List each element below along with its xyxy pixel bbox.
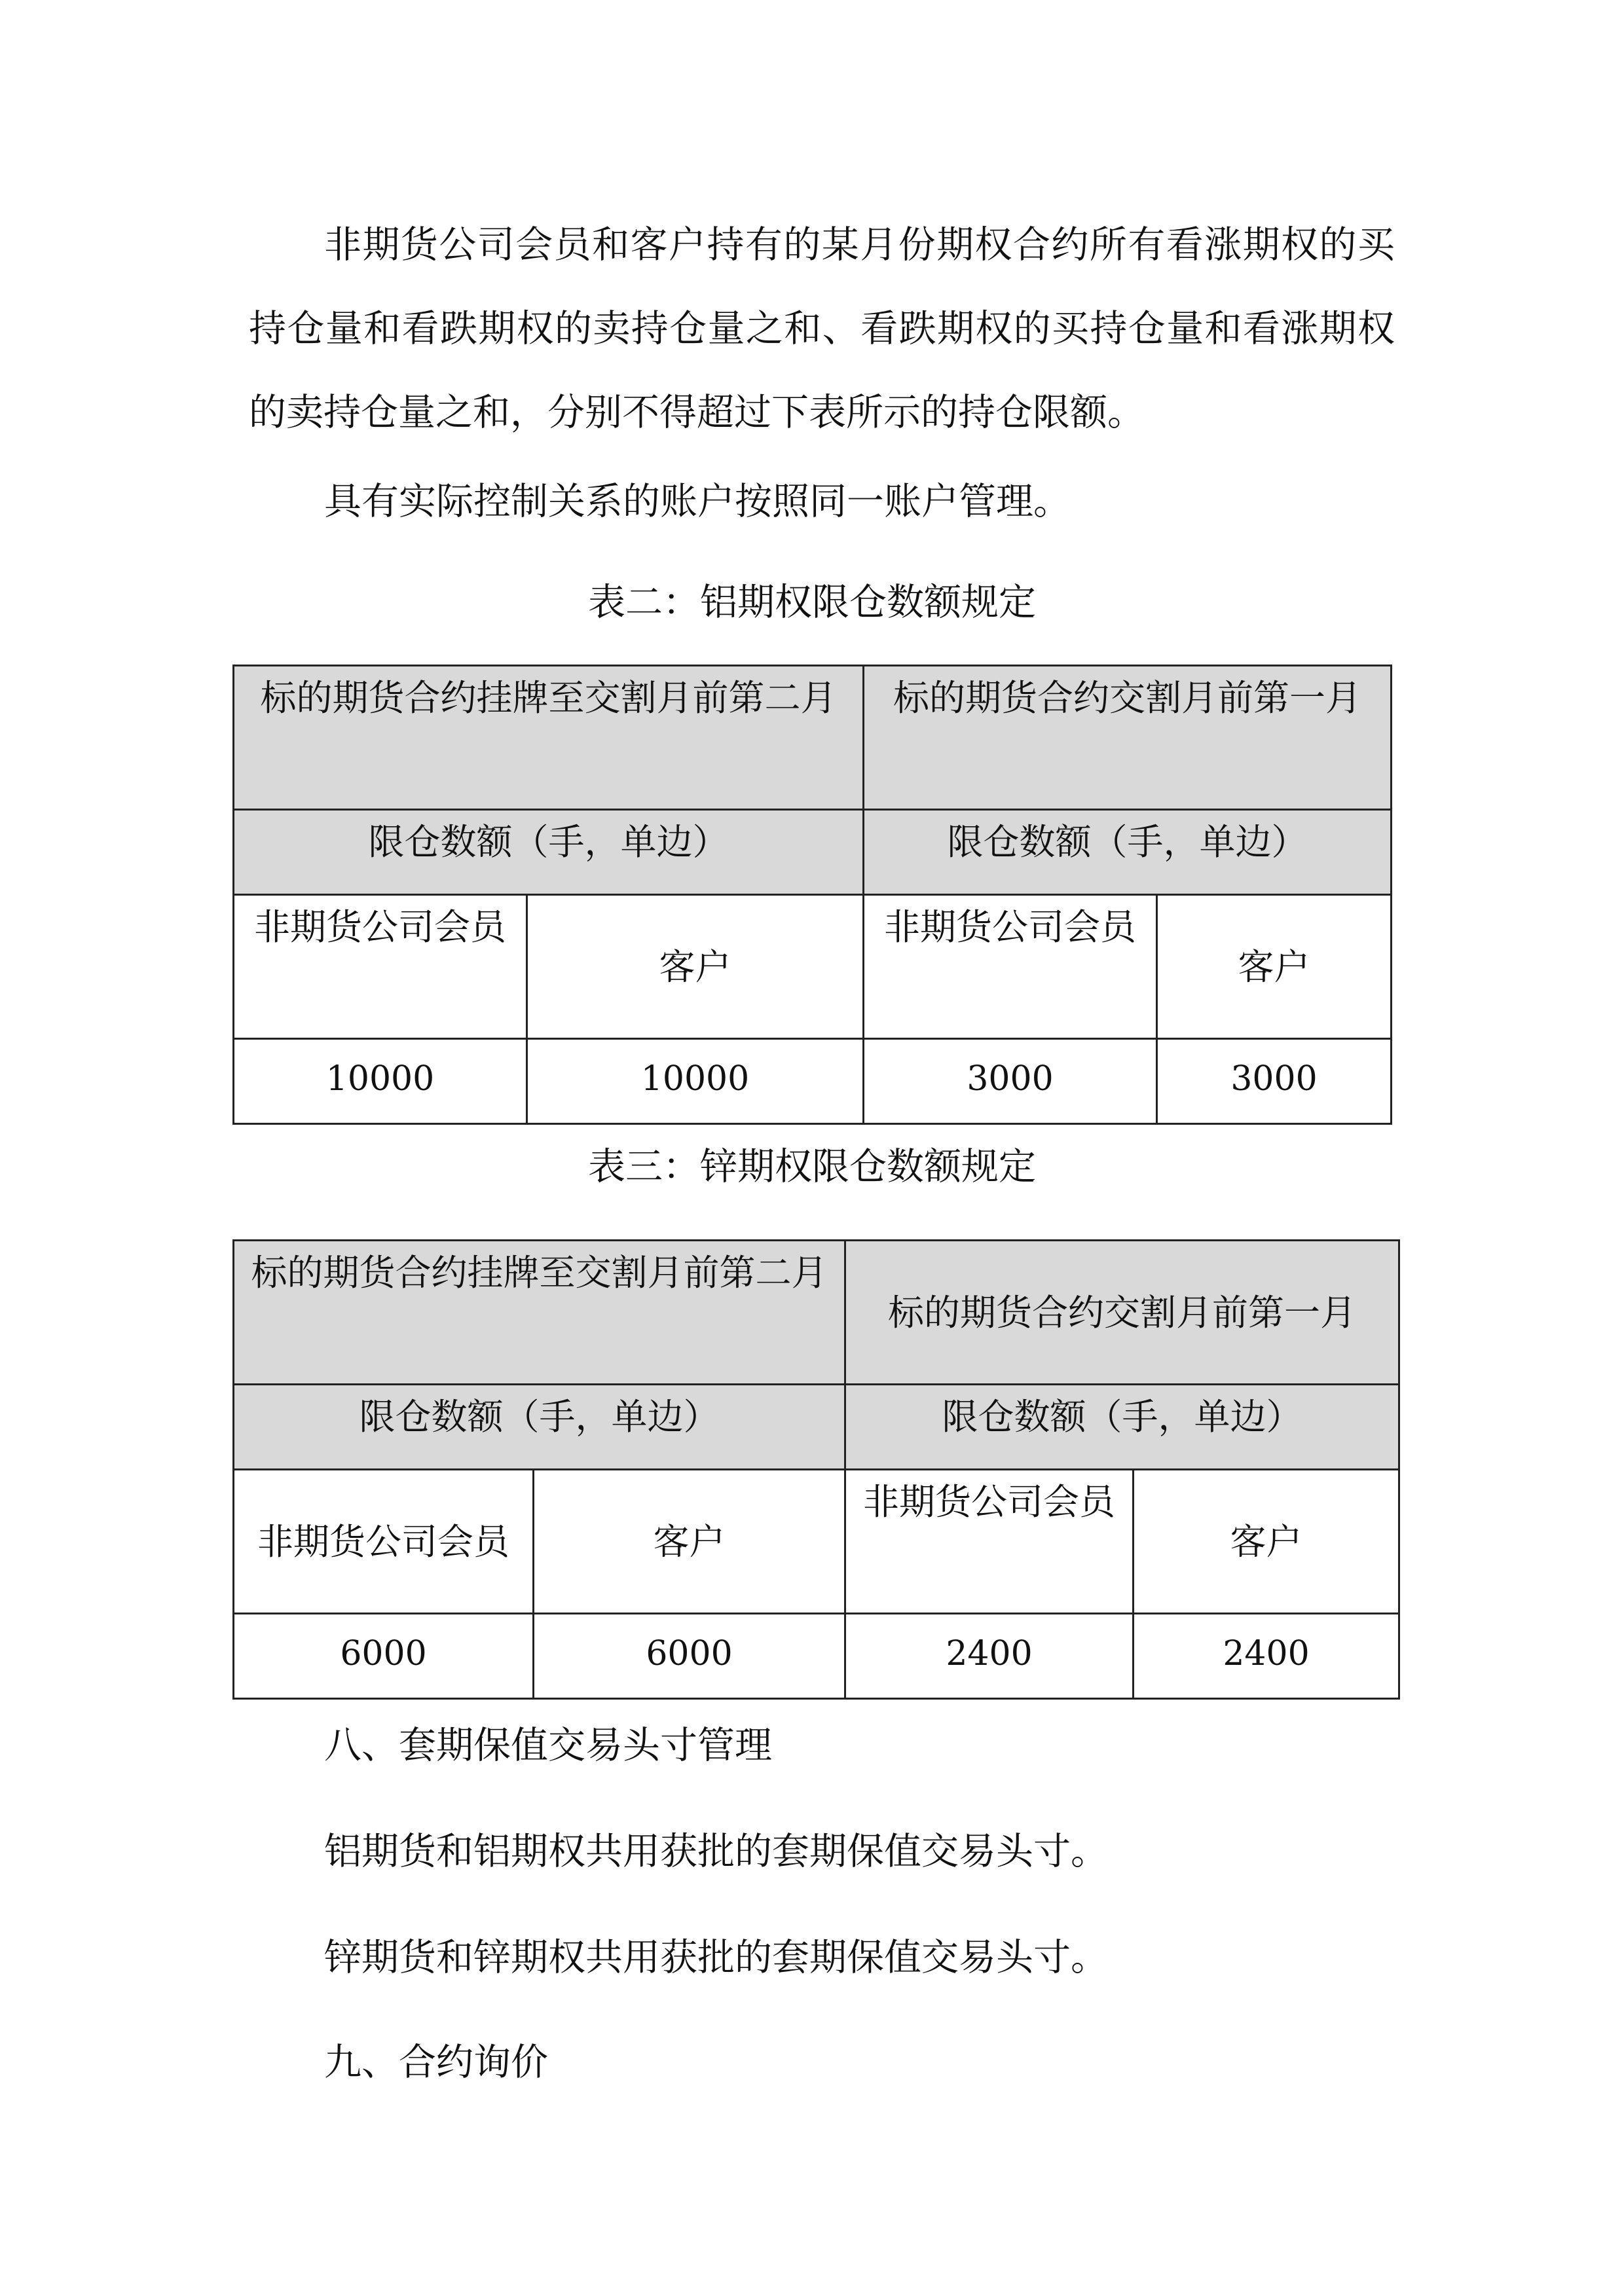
table2-head-right: 标的期货合约交割月前第一月: [864, 666, 1392, 810]
table2-limit-right: 限仓数额（手，单边）: [864, 810, 1392, 895]
table2-col-client-1: 客户: [527, 895, 864, 1039]
section8-line-aluminium: 铝期货和铝期权共用获批的套期保值交易头寸。: [324, 1830, 1108, 1873]
table2-caption: 表二：铝期权限仓数额规定: [588, 581, 1036, 624]
table2-value-4: 3000: [1157, 1039, 1392, 1124]
table3-value-2: 6000: [534, 1614, 845, 1699]
table3-col-client-1: 客户: [534, 1470, 845, 1614]
table2-head-left: 标的期货合约挂牌至交割月前第二月: [234, 666, 864, 810]
table2-value-2: 10000: [527, 1039, 864, 1124]
table3-value-3: 2400: [845, 1614, 1134, 1699]
table3-caption: 表三：锌期权限仓数额规定: [588, 1145, 1036, 1188]
table2-limit-left: 限仓数额（手，单边）: [234, 810, 864, 895]
table2-col-client-2: 客户: [1157, 895, 1392, 1039]
table3-col-client-2: 客户: [1134, 1470, 1399, 1614]
table3-head-right: 标的期货合约交割月前第一月: [845, 1241, 1399, 1385]
table3-col-member-2: 非期货公司会员: [845, 1470, 1134, 1614]
table2-aluminium-limits: [232, 665, 1392, 1125]
table2-col-member-2: 非期货公司会员: [864, 895, 1157, 1039]
table3-head-left: 标的期货合约挂牌至交割月前第二月: [234, 1241, 845, 1385]
table3-limit-left: 限仓数额（手，单边）: [234, 1385, 845, 1470]
paragraph-account-control: 具有实际控制关系的账户按照同一账户管理。: [324, 480, 1071, 523]
table3-value-4: 2400: [1134, 1614, 1399, 1699]
table3-value-1: 6000: [234, 1614, 534, 1699]
table3-limit-right: 限仓数额（手，单边）: [845, 1385, 1399, 1470]
section8-heading: 八、套期保值交易头寸管理: [324, 1724, 772, 1767]
table3-zinc-limits: [232, 1239, 1400, 1700]
section8-line-zinc: 锌期货和锌期权共用获批的套期保值交易头寸。: [324, 1936, 1108, 1979]
table2-value-3: 3000: [864, 1039, 1157, 1124]
section9-heading: 九、合约询价: [324, 2041, 548, 2084]
table3-col-member-1: 非期货公司会员: [234, 1470, 534, 1614]
table2-value-1: 10000: [234, 1039, 527, 1124]
table2-col-member-1: 非期货公司会员: [234, 895, 527, 1039]
paragraph-position-limit: 非期货公司会员和客户持有的某月份期权合约所有看涨期权的买持仓量和看跌期权的卖持仓量之和、看跌期权的买持仓量和看涨期权的卖持仓量之和，分别不得超过下表所示的持仓限额。: [249, 223, 1395, 434]
